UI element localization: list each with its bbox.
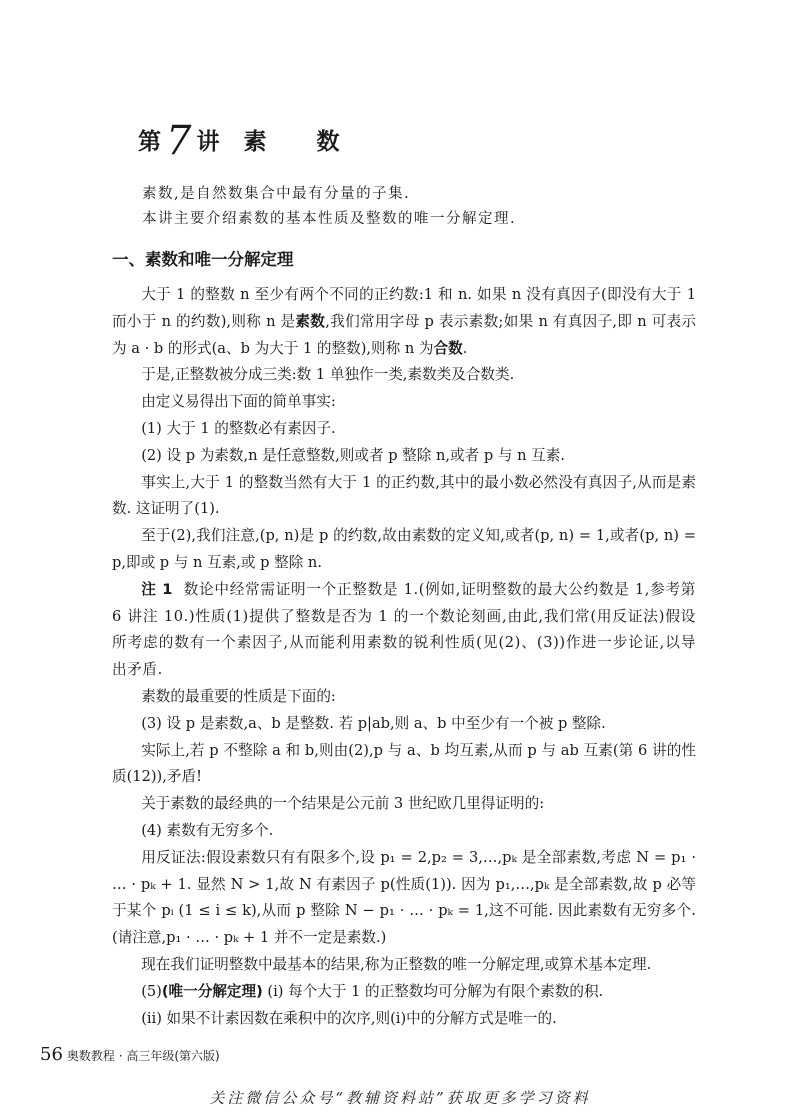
note-label: 注 1 xyxy=(141,580,174,598)
paragraph: 由定义易得出下面的简单事实: xyxy=(141,393,336,411)
property-3: (3) 设 p 是素数,a、b 是整数. 若 p|ab,则 a、b 中至少有一个被 p 整除. xyxy=(141,714,606,732)
intro-line: 本讲主要介绍素数的基本性质及整数的唯一分解定理. xyxy=(142,211,517,227)
chapter-name-part1: 素 xyxy=(243,129,269,155)
paragraph: 素数的最重要的性质是下面的: xyxy=(141,687,336,705)
body-text xyxy=(112,282,696,1032)
text-run: ,我们常用字母 p 表示素数;如果 n 有真因子,即 n 可表示为 a · b 的形式(a、b 为大于 1 的整数),则称 n 为 xyxy=(112,312,696,357)
property-1: (1) 大于 1 的整数必有素因子. xyxy=(141,419,336,437)
paragraph: 现在我们证明整数中最基本的结果,称为正整数的唯一分解定理,或算术基本定理. xyxy=(141,955,652,973)
paragraph-definition xyxy=(112,282,696,362)
paragraph: 至于(2),我们注意,(p, n)是 p 的约数,故由素数的定义知,或者(p, n) = 1,或者(p, n) = p,即或 p 与 n 互素,或 p 整除 n. xyxy=(112,527,696,571)
intro-line: 素数,是自然数集合中最有分量的子集. xyxy=(142,186,411,202)
book-title: 奥数教程 · 高三年级(第六版) xyxy=(66,1049,220,1063)
page-number: 56 xyxy=(40,1044,63,1065)
chapter-suffix: 讲 xyxy=(196,129,222,155)
note-1 xyxy=(112,577,696,684)
chapter-prefix: 第 xyxy=(138,129,163,155)
chapter-intro xyxy=(142,182,702,232)
property-4: (4) 素数有无穷多个. xyxy=(141,821,274,839)
paragraph-proof: 用反证法:假设素数只有有限多个,设 p₁ = 2,p₂ = 3,…,pₖ 是全部素数,考虑 N = p₁ · … · pₖ + 1. 显然 N > 1,故 N 有素因子 p(性质(1)). 因为 p₁,…,pₖ 是全部素数,故 p 必等于某个 pᵢ (1 ≤ i ≤ k),从而 p 整除 N − p₁ · … · pₖ = 1,这不可能. 因此素数有无穷多个.(请注意,p₁ · … · pₖ + 1 并不一定是素数.) xyxy=(112,848,696,947)
chapter-title xyxy=(138,118,341,164)
text-run: . xyxy=(462,339,468,357)
page-footer xyxy=(40,1044,220,1065)
chapter-name-part2: 数 xyxy=(316,129,342,155)
paragraph: 实际上,若 p 不整除 a 和 b,则由(2),p 与 a、b 均互素,从而 p 与 ab 互素(第 6 讲的性质(12)),矛盾! xyxy=(112,741,696,786)
section-title: 一、素数和唯一分解定理 xyxy=(112,250,294,269)
paragraph: 于是,正整数被分成三类:数 1 单独作一类,素数类及合数类. xyxy=(141,366,515,384)
property-5 xyxy=(112,979,696,1006)
property-2: (2) 设 p 为素数,n 是任意整数,则或者 p 整除 n,或者 p 与 n 互素. xyxy=(141,446,565,464)
paragraph: 事实上,大于 1 的整数当然有大于 1 的正约数,其中的最小数必然没有真因子,从而是素数. 这证明了(1). xyxy=(112,473,696,518)
paragraph: 关于素数的最经典的一个结果是公元前 3 世纪欧几里得证明的: xyxy=(141,795,545,813)
term-composite: 合数 xyxy=(433,339,463,357)
theorem-name: (唯一分解定理) xyxy=(161,982,263,1000)
chapter-number: 7 xyxy=(166,118,194,164)
property-5-ii: (ii) 如果不计素因数在乘积中的次序,则(i)中的分解方式是唯一的. xyxy=(141,1009,557,1027)
text-run: 大于 1 的整数 n 至少有两个不同的正约数:1 和 n. 如果 n 没有真因子(即没有大于 1 而小于 n 的约数),则称 n 是 xyxy=(112,286,696,330)
text-run: (5) xyxy=(141,982,162,1000)
watermark-text: 关注微信公众号“教辅资料站”获取更多学习资料 xyxy=(209,1089,591,1107)
note-text: 数论中经常需证明一个正整数是 1.(例如,证明整数的最大公约数是 1,参考第 6 讲注 10.)性质(1)提供了整数是否为 1 的一个数论刻画,由此,我们常(用反证法)假设所考虑的数有一个素因子,从而能利用素数的锐利性质(见(2)、(3))作进一步论证,以导出矛盾. xyxy=(112,580,696,679)
text-run: (i) 每个大于 1 的正整数均可分解为有限个素数的积. xyxy=(262,982,604,1000)
term-prime: 素数 xyxy=(295,312,326,330)
